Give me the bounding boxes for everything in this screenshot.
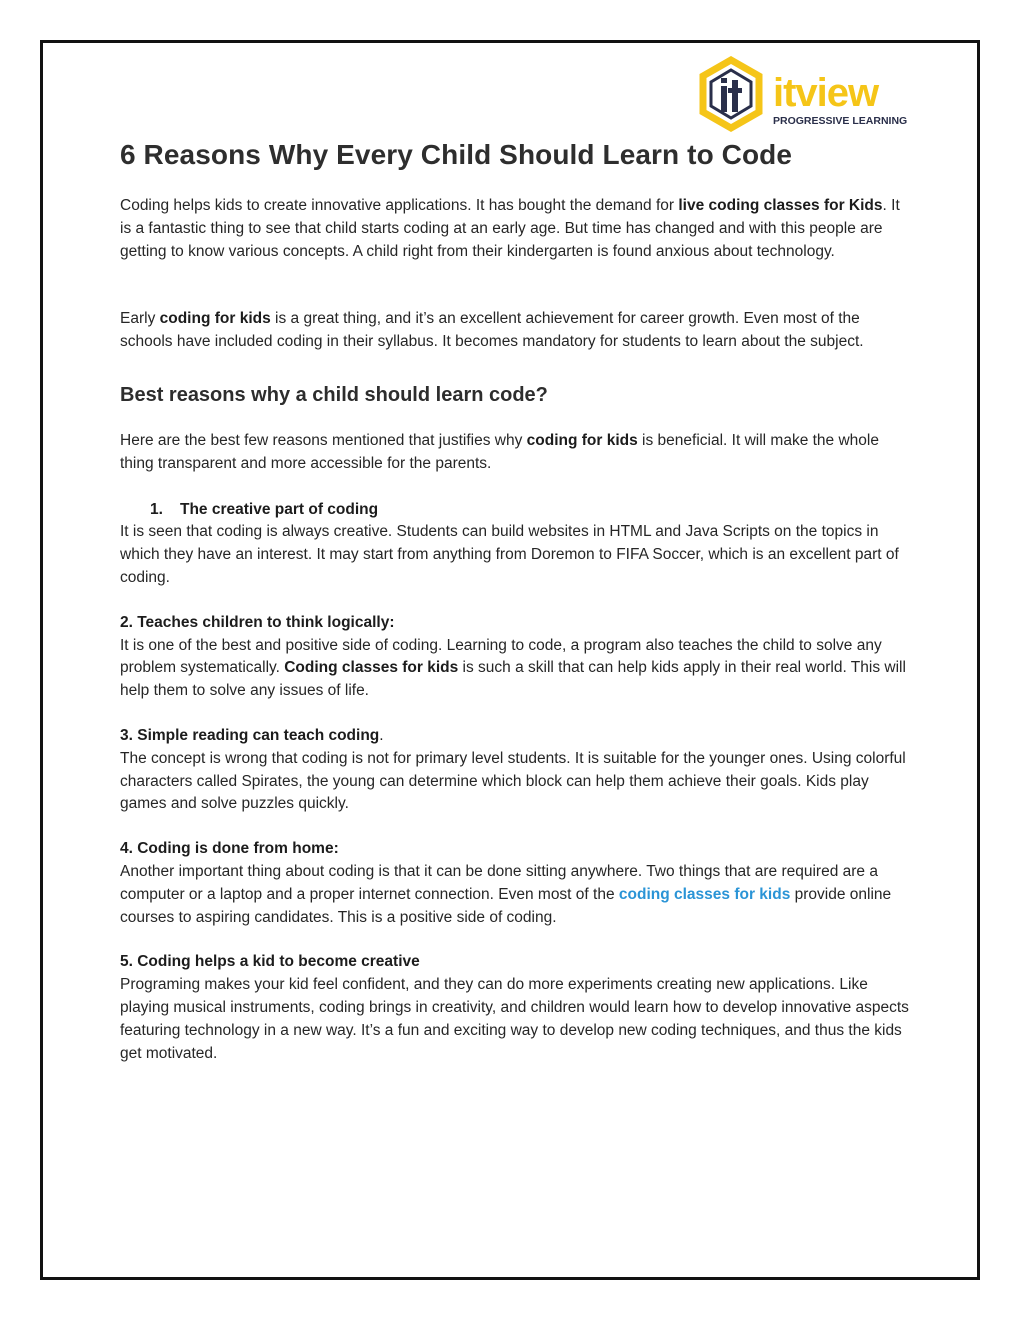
reason-3: [120, 725, 910, 816]
reason-2-title: 2. Teaches children to think logically:: [120, 613, 395, 631]
intro-paragraph-2: [120, 308, 910, 354]
itview-logo-graphic: [697, 56, 909, 140]
coding-classes-link[interactable]: coding classes for kids: [618, 885, 791, 903]
reason-1-title: [120, 499, 910, 522]
reason-1-number: 1.: [150, 500, 163, 518]
reason-5-title: 5. Coding helps a kid to become creative: [120, 953, 420, 971]
intro-paragraph-1: [120, 195, 910, 263]
intro1-bold-1: live coding classes for Kids: [678, 197, 883, 214]
reason-1-title-text: The creative part of coding: [180, 500, 379, 518]
section-intro-bold-1: coding for kids: [526, 431, 638, 449]
reason-3-body: The concept is wrong that coding is not for primary level students. It is suitable for the younger ones. Using colorful characters called Spirates, the young can determine which block can help them achieve their goals. Kids play games and solve puzzles quickly.: [120, 749, 906, 813]
intro1-text-2: . It is a fantastic thing to see that child starts coding at an early age. But time has changed and with this people are getting to know various concepts. A child right from their kindergarten is found anxious about technology.: [120, 197, 900, 260]
reason-4-text-1: Another important thing about coding is that it can be done sitting anywhere. Two things that are required are a computer or a laptop and a proper internet connection. Even most of the: [120, 862, 878, 903]
logo-it-letters: itview: [773, 71, 879, 115]
reason-2-text-1: It is one of the best and positive side of coding. Learning to code, a program also teaches the child to solve any problem systematically.: [120, 636, 882, 677]
reason-2-body: [120, 635, 910, 703]
reason-5: [120, 951, 910, 1065]
reason-3-title: [120, 725, 910, 748]
reason-2: [120, 612, 910, 703]
logo-tagline: PROGRESSIVE LEARNING: [773, 115, 908, 127]
section-heading: Best reasons why a child should learn code?: [120, 383, 548, 406]
reason-4-body: [120, 861, 910, 929]
reason-3-title-period: .: [379, 726, 384, 744]
reason-2-text-2: is such a skill that can help kids apply in their real world. This will help them to solve any issues of life.: [120, 659, 906, 700]
document-body: [120, 138, 910, 1065]
intro1-text-1: Coding helps kids to create innovative applications. It has bought the demand for: [120, 197, 679, 214]
reason-5-body: Programing makes your kid feel confident, and they can do more experiments creating new applications. Like playing musical instruments, coding brings in creativity, and children would learn how to develop innovative aspects featuring technology in a new way. It’s a fun and exciting way to develop new coding techniques, and thus the kids get motivated.: [120, 976, 909, 1062]
intro2-text-1: Early: [120, 310, 160, 328]
reason-1-body: It is seen that coding is always creative. Students can build websites in HTML and Java Scripts on the topics in which they have an interest. It may start from anything from Doremon to FIFA Soccer, which is an excellent part of coding.: [120, 523, 899, 586]
intro2-bold-1: coding for kids: [159, 310, 271, 328]
section-intro: [120, 430, 910, 476]
section-intro-text-1: Here are the best few reasons mentioned that justifies why: [120, 431, 527, 449]
page-title: 6 Reasons Why Every Child Should Learn to Code: [120, 139, 793, 170]
intro2-text-2: is a great thing, and it’s an excellent achievement for career growth. Even most of the schools have included coding in their syllabus. It becomes mandatory for students to learn about the subject.: [120, 310, 864, 351]
reason-4-title: 4. Coding is done from home:: [120, 840, 339, 858]
reason-4-text-2: provide online courses to aspiring candidates. This is a positive side of coding.: [120, 885, 892, 926]
reason-4: [120, 838, 910, 929]
reason-2-bold-1: Coding classes for kids: [284, 659, 459, 677]
itview-logo: [697, 56, 909, 140]
reason-1: [120, 499, 910, 590]
section-intro-text-2: is beneficial. It will make the whole thing transparent and more accessible for the parents.: [120, 431, 879, 472]
reason-3-title-text: 3. Simple reading can teach coding: [120, 726, 380, 744]
